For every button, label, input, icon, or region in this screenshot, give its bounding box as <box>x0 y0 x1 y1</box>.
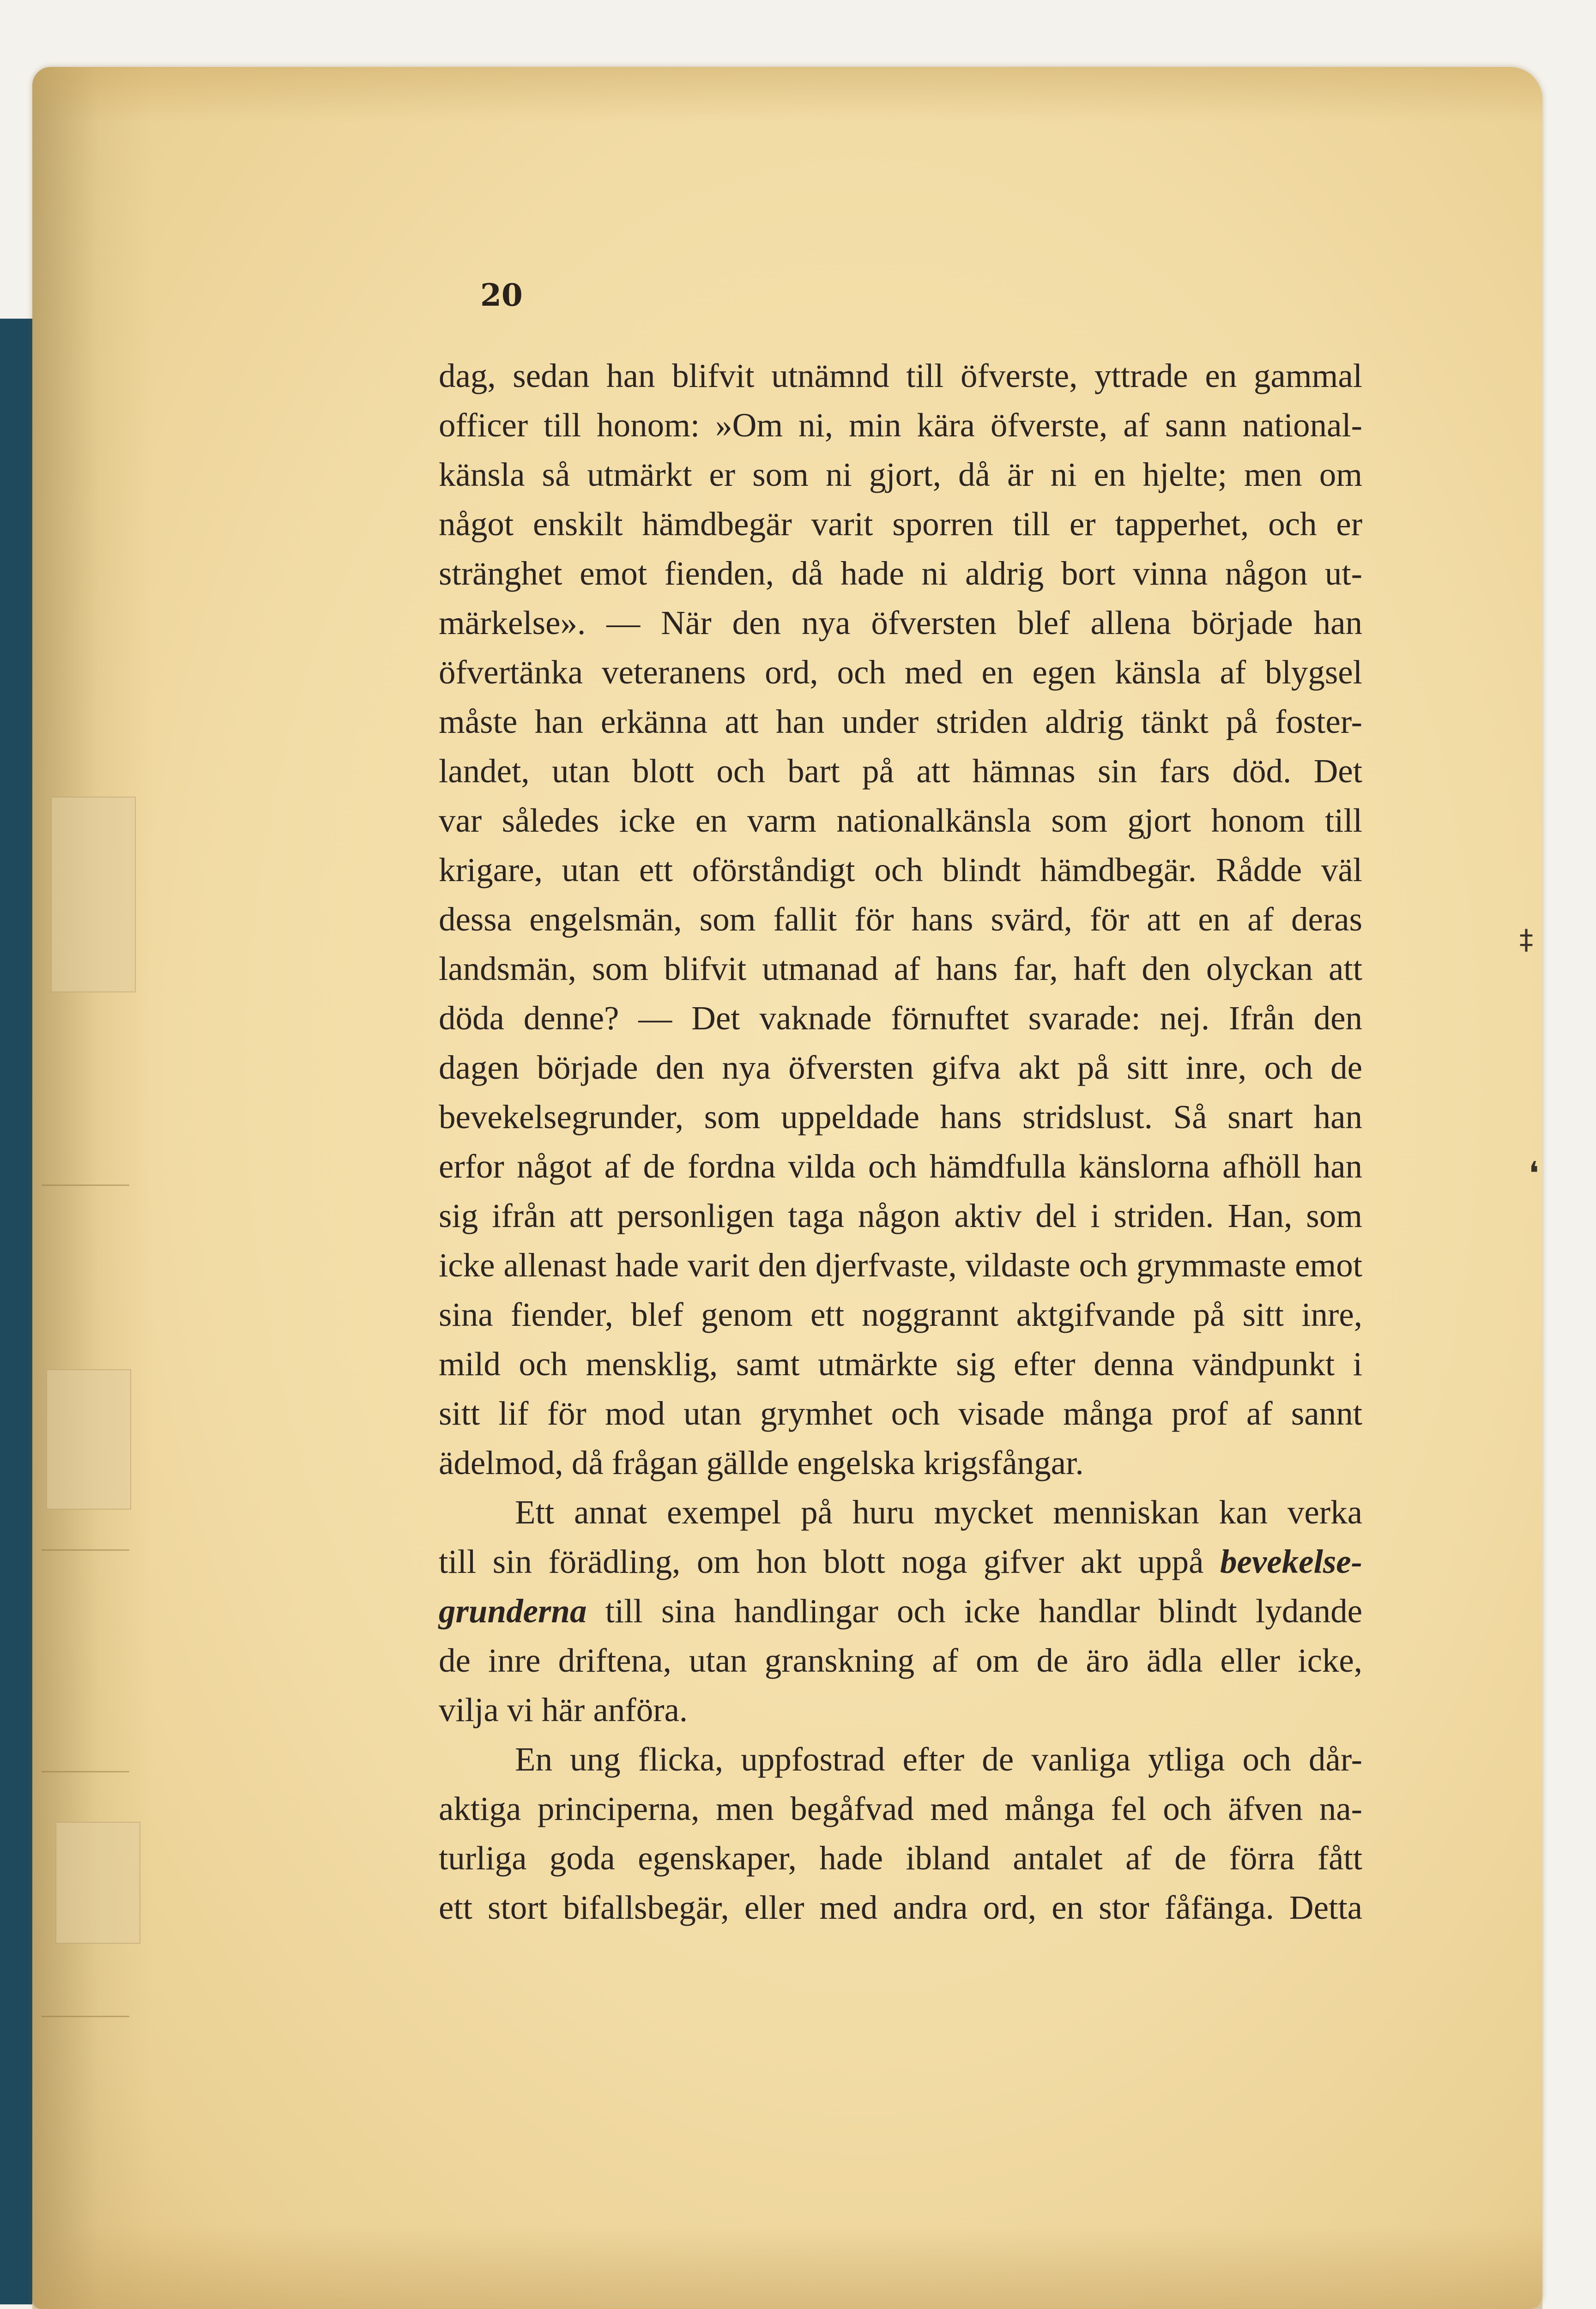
text-line: Ett annat exempel på huru mycket menniskan kan verka <box>515 1493 1362 1531</box>
text-line: bevekelsegrunder, som uppeldade hans stridslust. Så snart han <box>439 1098 1362 1136</box>
text-line: aktiga principerna, men begåfvad med många fel och äfven na- <box>439 1790 1362 1827</box>
text-line: ädelmod, då frågan gällde engelska krigsfångar. <box>439 1444 1084 1481</box>
text-line: landet, utan blott och bart på att hämnas sin fars död. Det <box>439 752 1362 790</box>
fold-line <box>42 1549 129 1551</box>
text-line: erfor något af de fordna vilda och hämdfulla känslorna afhöll han <box>439 1148 1362 1185</box>
text-line: stränghet emot fienden, då hade ni aldrig bort vinna någon ut- <box>439 555 1362 592</box>
paper-tear-patch <box>46 1369 131 1510</box>
text-line: var således icke en varm nationalkänsla som gjort honom till <box>439 802 1362 839</box>
text-line: sig ifrån att personligen taga någon aktiv del i striden. Han, som <box>439 1197 1362 1234</box>
text-line: öfvertänka veteranens ord, och med en egen känsla af blygsel <box>439 653 1362 691</box>
margin-mark: ‡ <box>1519 924 1533 956</box>
text-line: sitt lif för mod utan grymhet och visade många prof af sannt <box>439 1395 1362 1432</box>
stained-bottom-edge <box>32 2226 1542 2309</box>
text-run: till sin förädling, om hon blott noga gifver akt uppå <box>439 1543 1220 1580</box>
text-line <box>439 1586 1362 1636</box>
text-line: ett stort bifallsbegär, eller med andra ord, en stor fåfänga. Detta <box>439 1889 1362 1926</box>
text-line: de inre driftena, utan granskning af om de äro ädla eller icke, <box>439 1642 1362 1679</box>
text-line: icke allenast hade varit den djerfvaste, vildaste och grymmaste emot <box>439 1246 1362 1284</box>
text-line: turliga goda egenskaper, hade ibland antalet af de förra fått <box>439 1839 1362 1877</box>
fold-line <box>42 1185 129 1186</box>
text-line: officer till honom: »Om ni, min kära öfverste, af sann national- <box>439 406 1362 444</box>
text-line: mild och mensklig, samt utmärkte sig efter denna vändpunkt i <box>439 1345 1362 1383</box>
paper-tear-patch <box>51 797 136 992</box>
text-line: dag, sedan han blifvit utnämnd till öfverste, yttrade en gammal <box>439 357 1362 394</box>
text-line: sina fiender, blef genom ett noggrannt aktgifvande på sitt inre, <box>439 1296 1362 1333</box>
worn-left-edge <box>32 67 152 2309</box>
text-line: landsmän, som blifvit utmanad af hans far, haft den olyckan att <box>439 950 1362 987</box>
text-line: dagen började den nya öfversten gifva akt på sitt inre, och de <box>439 1049 1362 1086</box>
text-line: vilja vi här anföra. <box>439 1691 688 1729</box>
text-line: krigare, utan ett oförståndigt och blindt hämdbegär. Rådde väl <box>439 851 1362 889</box>
stained-top-edge <box>32 67 1542 122</box>
text-line <box>439 1537 1362 1586</box>
page-number: 20 <box>480 277 523 313</box>
text-line: En ung flicka, uppfostrad efter de vanliga ytliga och dår- <box>515 1741 1362 1778</box>
blue-binding-strip <box>0 319 32 2304</box>
fold-line <box>42 2016 129 2017</box>
margin-mark: ❛ <box>1529 1154 1539 1192</box>
text-line: döda denne? — Det vaknade förnuftet svarade: nej. Ifrån den <box>439 999 1362 1037</box>
fold-line <box>42 1771 129 1772</box>
emphasis-text: grunderna <box>439 1592 587 1630</box>
text-line: dessa engelsmän, som fallit för hans svärd, för att en af deras <box>439 901 1362 938</box>
text-line: måste han erkänna att han under striden aldrig tänkt på foster- <box>439 703 1362 740</box>
text-run: till sina handlingar och icke handlar blindt lydande <box>586 1592 1362 1630</box>
body-text <box>439 351 1362 1977</box>
paper-tear-patch <box>55 1822 140 1944</box>
text-line: märkelse». — När den nya öfversten blef allena började han <box>439 604 1362 641</box>
text-line: något enskilt hämdbegär varit sporren till er tapperhet, och er <box>439 505 1362 543</box>
text-line: känsla så utmärkt er som ni gjort, då är ni en hjelte; men om <box>439 456 1362 493</box>
emphasis-text: bevekelse- <box>1220 1543 1362 1580</box>
